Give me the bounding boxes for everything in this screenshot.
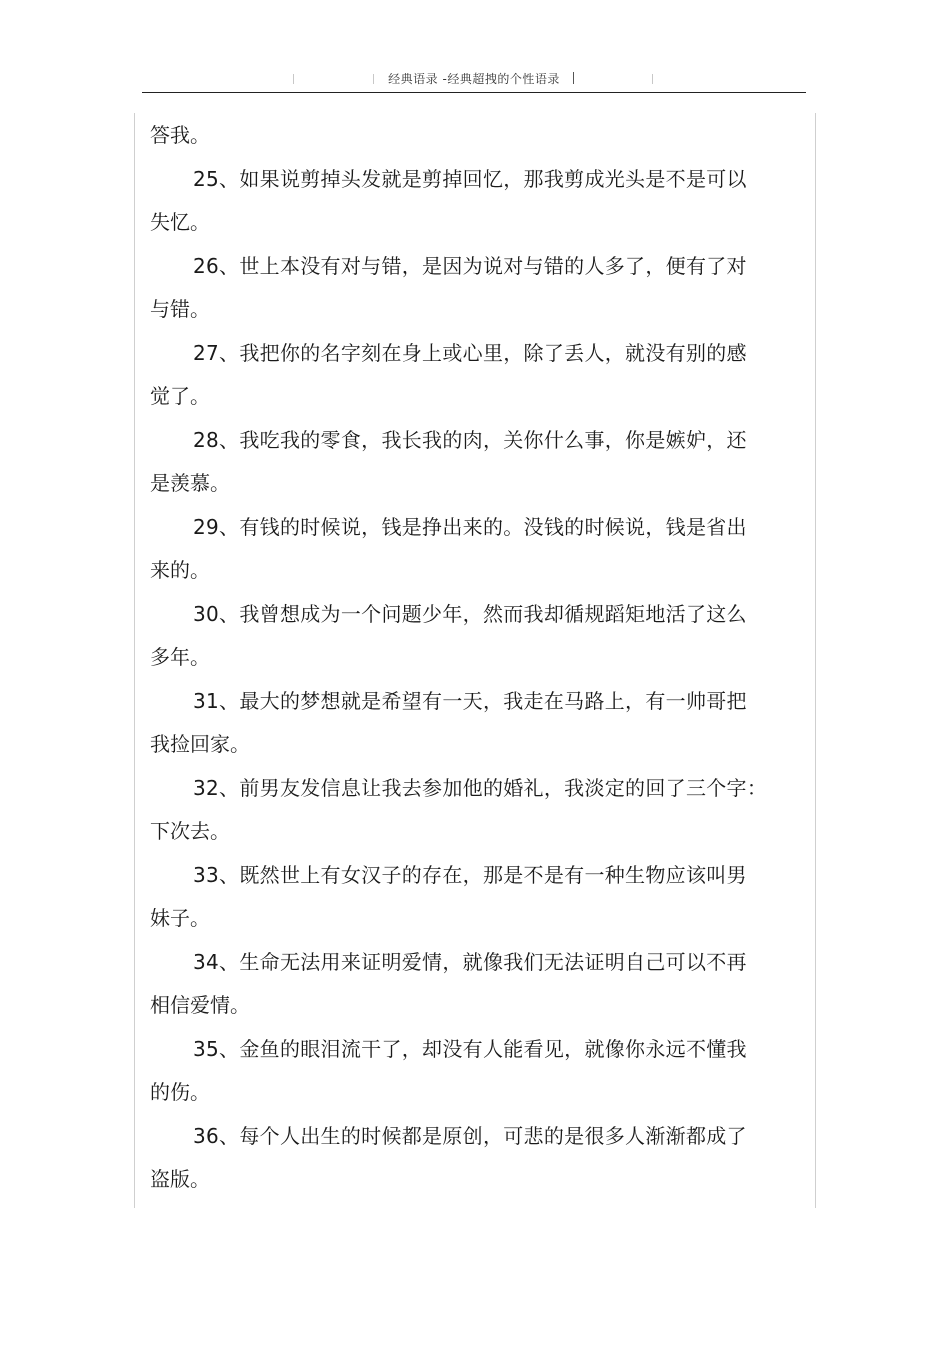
quote-text: 33、既然世上有女汉子的存在，那是不是有一种生物应该叫男: [193, 862, 747, 887]
quote-item: [150, 941, 770, 1028]
quote-text: 30、我曾想成为一个问题少年，然而我却循规蹈矩地活了这么: [193, 601, 747, 626]
quote-item: [150, 158, 770, 245]
quote-text: 31、最大的梦想就是希望有一天，我走在马路上，有一帅哥把: [193, 688, 747, 713]
quote-text: 28、我吃我的零食，我长我的肉，关你什么事，你是嫉妒，还: [193, 427, 747, 452]
quote-item: [150, 767, 770, 854]
quote-text: 27、我把你的名字刻在身上或心里，除了丢人，就没有别的感: [193, 340, 747, 365]
quote-item: [150, 593, 770, 680]
quote-text-continued: 盗版。: [150, 1167, 210, 1191]
quote-item: [150, 332, 770, 419]
quote-list: [150, 114, 770, 1202]
quote-text: 26、世上本没有对与错，是因为说对与错的人多了，便有了对: [193, 253, 747, 278]
header-title: 经典语录 -经典超拽的个性语录: [388, 72, 560, 86]
quote-item: [150, 1115, 770, 1202]
quote-item: [150, 680, 770, 767]
quote-text-continued: 来的。: [150, 558, 210, 582]
quote-item: [150, 854, 770, 941]
page-header: [142, 64, 806, 93]
quote-text-continued: 的伤。: [150, 1080, 210, 1104]
quote-text: 35、金鱼的眼泪流干了，却没有人能看见，就像你永远不懂我: [193, 1036, 747, 1061]
quote-text: 25、如果说剪掉头发就是剪掉回忆，那我剪成光头是不是可以: [193, 166, 747, 191]
quote-text-continued: 妹子。: [150, 906, 210, 930]
quote-text-continued: 失忆。: [150, 210, 210, 234]
page-border-right: [815, 113, 816, 1208]
quote-text-continued: 多年。: [150, 645, 210, 669]
quote-text-continued: 相信爱情。: [150, 993, 250, 1017]
quote-text: 29、有钱的时候说，钱是挣出来的。没钱的时候说，钱是省出: [193, 514, 747, 539]
quote-item: [150, 245, 770, 332]
quote-text-continued: 与错。: [150, 297, 210, 321]
quote-text-continued: 觉了。: [150, 384, 210, 408]
quote-text-continued: 下次去。: [150, 819, 230, 843]
continued-text: 答我。: [150, 123, 210, 147]
quote-item: [150, 419, 770, 506]
quote-text-continued: 我捡回家。: [150, 732, 250, 756]
quote-text: 32、前男友发信息让我去参加他的婚礼，我淡定的回了三个字：: [193, 775, 768, 800]
quote-text: 36、每个人出生的时候都是原创，可悲的是很多人渐渐都成了: [193, 1123, 747, 1148]
quote-text-continued: 是羡慕。: [150, 471, 230, 495]
quote-item: [150, 506, 770, 593]
quote-item: [150, 1028, 770, 1115]
quote-text: 34、生命无法用来证明爱情，就像我们无法证明自己可以不再: [193, 949, 747, 974]
page-border-left: [134, 113, 135, 1208]
